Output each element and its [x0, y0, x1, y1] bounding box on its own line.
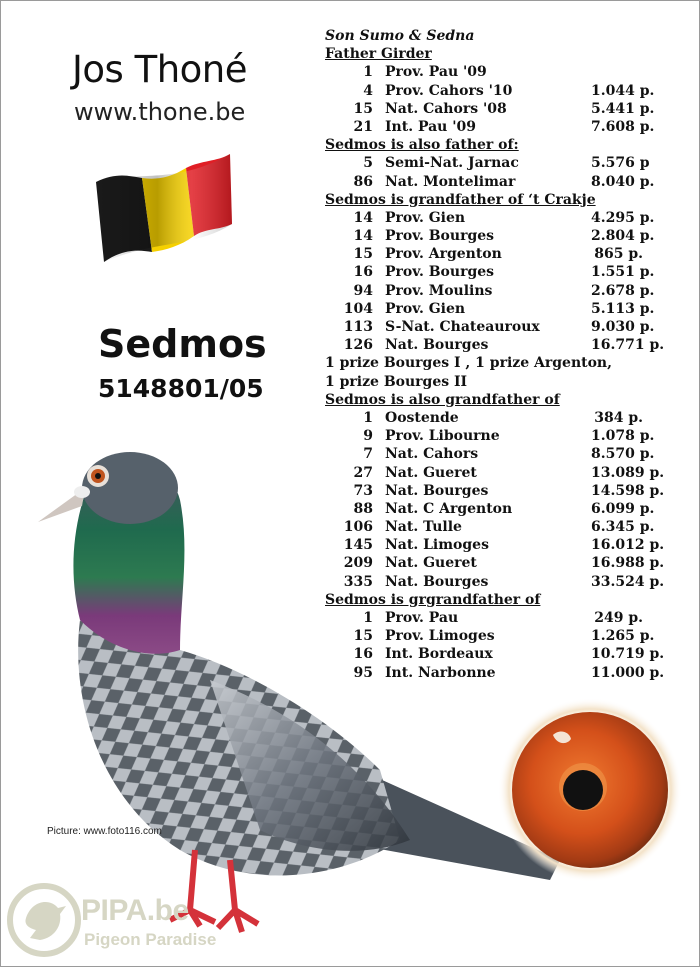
result-birds [591, 63, 643, 81]
result-race: Nat. Cahors '08 [385, 100, 507, 117]
result-place: 106 [343, 519, 373, 536]
result-place: 15 [353, 628, 373, 645]
result-race: Int. Narbonne [385, 664, 496, 681]
result-place: 15 [353, 246, 373, 263]
result-row [325, 63, 655, 81]
result-birds: 8.040 p. [591, 173, 655, 190]
result-birds: 2.678 p. [591, 282, 655, 299]
result-place: 95 [353, 664, 373, 681]
result-row [325, 154, 655, 172]
result-race: Prov. Gien [385, 209, 466, 226]
result-race: Prov. Bourges [385, 228, 495, 245]
pipa-logo-text: PIPA.be [81, 894, 189, 927]
result-row [325, 100, 655, 118]
result-birds: 865 p. [594, 246, 643, 263]
result-birds: 249 p. [594, 610, 643, 626]
result-place: 86 [353, 173, 373, 190]
result-race: S-Nat. Chateauroux [385, 319, 540, 335]
result-place: 7 [363, 446, 373, 463]
result-place: 16 [353, 646, 373, 663]
result-birds: 11.000 p. [591, 664, 665, 681]
result-place: 94 [353, 282, 373, 299]
result-race: Nat. Tulle [385, 519, 462, 536]
owner-website: www.thone.be [74, 98, 246, 126]
result-place: 15 [353, 100, 373, 117]
result-race: Nat. Cahors [385, 446, 479, 463]
result-race: Prov. Pau [385, 610, 459, 626]
result-race: Nat. Bourges [385, 482, 489, 499]
result-race: Int. Bordeaux [385, 646, 493, 663]
result-birds: 5.576 p [591, 155, 650, 172]
result-birds: 14.598 p. [591, 482, 665, 499]
result-birds: 1.551 p. [591, 264, 655, 281]
result-birds: 9.030 p. [591, 319, 655, 335]
result-race: Nat. Limoges [385, 537, 489, 554]
result-birds: 1.265 p. [591, 628, 655, 645]
result-row [325, 318, 655, 336]
owner-name: Jos Thoné [72, 48, 247, 91]
result-birds: 10.719 p. [591, 646, 665, 663]
result-row [325, 245, 655, 263]
result-race: Nat. Bourges [385, 337, 489, 354]
result-birds: 16.988 p. [591, 555, 665, 572]
result-place: 126 [343, 337, 373, 354]
result-row [325, 409, 655, 427]
result-race: Int. Pau '09 [385, 118, 476, 135]
result-birds: 384 p. [594, 409, 643, 426]
result-place: 113 [343, 319, 373, 335]
result-birds: 5.441 p. [591, 100, 655, 117]
result-row [325, 82, 655, 100]
result-place: 104 [343, 300, 373, 317]
result-birds: 5.113 p. [591, 300, 655, 317]
result-place: 4 [363, 82, 373, 99]
section-heading: Sedmos is grgrandfather of [325, 591, 541, 608]
photo-credit: Picture: www.foto116.com [47, 826, 162, 837]
result-race: Nat. Bourges [385, 573, 489, 590]
section-heading: Sedmos is grandfather of ‘t Crakje [325, 191, 596, 208]
result-birds: 6.099 p. [591, 500, 655, 517]
result-race: Nat. Montelimar [385, 173, 516, 190]
result-place: 9 [363, 428, 373, 445]
result-row [325, 209, 655, 227]
result-place: 1 [363, 64, 373, 81]
result-birds: 6.345 p. [591, 519, 655, 536]
section-heading: Sedmos is also father of: [325, 137, 519, 154]
result-birds: 16.771 p. [591, 337, 665, 354]
result-place: 88 [353, 500, 373, 517]
result-row [325, 227, 655, 245]
result-place: 27 [353, 464, 373, 481]
result-race: Semi-Nat. Jarnac [385, 155, 519, 172]
result-place: 5 [363, 155, 373, 172]
result-race: Prov. Gien [385, 300, 466, 317]
pigeon-name: Sedmos [98, 322, 267, 366]
result-place: 73 [353, 482, 373, 499]
result-place: 1 [363, 409, 373, 426]
result-place: 14 [353, 228, 373, 245]
result-place: 21 [353, 118, 373, 135]
result-birds: 7.608 p. [591, 118, 655, 135]
belgian-flag-icon [94, 152, 234, 272]
result-row [325, 118, 655, 136]
result-place: 14 [353, 209, 373, 226]
result-birds: 4.295 p. [591, 209, 655, 226]
result-race: Prov. Bourges [385, 264, 495, 281]
result-birds: 8.570 p. [591, 446, 655, 463]
result-place: 16 [353, 264, 373, 281]
result-place: 1 [363, 610, 373, 626]
result-race: Prov. Moulins [385, 282, 493, 299]
result-place: 335 [343, 573, 373, 590]
result-race: Prov. Libourne [385, 428, 500, 445]
pipa-logo-icon [6, 878, 82, 958]
result-place: 209 [343, 555, 373, 572]
section-heading: Father Girder [325, 46, 432, 63]
result-race: Nat. Gueret [385, 464, 477, 481]
pigeon-eye-photo [495, 695, 685, 885]
result-race: Nat. Gueret [385, 555, 477, 572]
result-birds: 13.089 p. [591, 464, 665, 481]
result-race: Oostende [385, 409, 459, 426]
pipa-tagline: Pigeon Paradise [84, 930, 217, 949]
result-birds: 1.044 p. [591, 82, 655, 99]
prize-note: 1 prize Bourges II [325, 373, 468, 390]
result-row [325, 282, 655, 300]
result-birds: 1.078 p. [591, 428, 655, 445]
result-birds: 16.012 p. [591, 537, 665, 554]
result-row [325, 300, 655, 318]
ring-number: 5148801/05 [98, 374, 264, 403]
result-race: Prov. Pau '09 [385, 64, 487, 81]
result-row [325, 336, 665, 354]
result-row [325, 263, 655, 281]
result-race: Nat. C Argenton [385, 500, 513, 517]
result-race: Prov. Cahors '10 [385, 82, 513, 99]
result-birds: 2.804 p. [591, 228, 655, 245]
result-race: Prov. Limoges [385, 628, 495, 645]
section-heading: Sedmos is also grandfather of [325, 391, 560, 408]
result-row [325, 173, 655, 191]
result-race: Prov. Argenton [385, 246, 502, 263]
result-birds: 33.524 p. [591, 573, 665, 590]
prize-note: 1 prize Bourges I , 1 prize Argenton, [325, 355, 612, 372]
result-place: 145 [343, 537, 373, 554]
results-subtitle: Son Sumo & Sedna [325, 28, 475, 44]
